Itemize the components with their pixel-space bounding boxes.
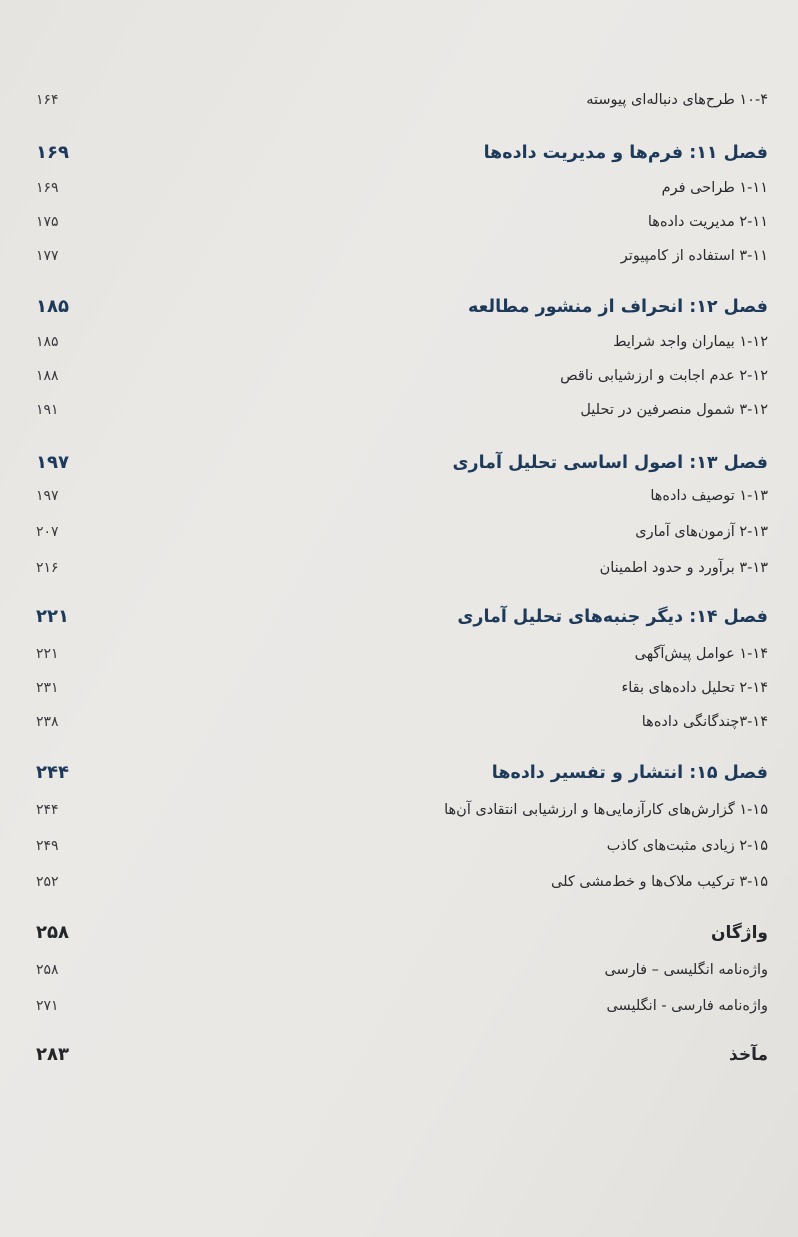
toc-page-number: ۱۸۵ — [36, 296, 69, 317]
toc-entry[interactable] — [36, 368, 768, 384]
toc-entry[interactable] — [36, 560, 768, 576]
toc-page-number: ۲۵۸ — [36, 922, 69, 943]
toc-entry-title: ۳-۱۴چندگانگی داده‌ها — [641, 714, 768, 730]
toc-entry-title: ۳-۱۵ ترکیب ملاک‌ها و خط‌مشی کلی — [551, 874, 768, 890]
toc-entry-title: ۱۰-۴ طرح‌های دنباله‌ای پیوسته — [586, 92, 768, 108]
toc-entry[interactable] — [36, 838, 768, 854]
toc-entry-title: ۲-۱۴ تحلیل داده‌های بقاء — [621, 680, 768, 696]
toc-chapter-heading[interactable] — [36, 142, 768, 163]
toc-page-number: ۲۲۱ — [36, 646, 59, 662]
toc-page-number: ۲۸۳ — [36, 1044, 69, 1065]
toc-page-number: ۲۵۲ — [36, 874, 59, 890]
toc-entry-title: واژه‌نامه فارسی - انگلیسی — [606, 998, 768, 1014]
toc-major-heading[interactable] — [36, 1044, 768, 1065]
toc-page-number: ۲۳۱ — [36, 680, 59, 696]
toc-major-heading[interactable] — [36, 922, 768, 943]
toc-page-number: ۲۵۸ — [36, 962, 59, 978]
toc-entry[interactable] — [36, 334, 768, 350]
toc-chapter-title: فصل ۱۱: فرم‌ها و مدیریت داده‌ها — [483, 142, 768, 163]
toc-chapter-title: فصل ۱۳: اصول اساسی تحلیل آماری — [452, 452, 768, 473]
toc-entry[interactable] — [36, 524, 768, 540]
toc-entry-title: ۱-۱۲ بیماران واجد شرایط — [613, 334, 768, 350]
toc-entry-title: ۲-۱۳ آزمون‌های آماری — [635, 524, 768, 540]
toc-major-title: واژگان — [711, 922, 768, 943]
toc-entry[interactable] — [36, 180, 768, 196]
toc-page-number: ۲۴۹ — [36, 838, 59, 854]
toc-entry-title: ۱-۱۴ عوامل پیش‌آگهی — [634, 646, 768, 662]
toc-page-number: ۱۹۷ — [36, 452, 69, 473]
toc-entry-title: ۲-۱۲ عدم اجابت و ارزشیابی ناقص — [560, 368, 768, 384]
toc-page-number: ۱۸۸ — [36, 368, 59, 384]
toc-page-number: ۱۹۱ — [36, 402, 59, 418]
toc-entry[interactable] — [36, 874, 768, 890]
toc-page-number: ۱۹۷ — [36, 488, 59, 504]
toc-page-number: ۱۶۴ — [36, 92, 59, 108]
toc-entry[interactable] — [36, 680, 768, 696]
toc-entry-title: ۲-۱۵ زیادی مثبت‌های کاذب — [606, 838, 768, 854]
toc-chapter-title: فصل ۱۵: انتشار و تفسیر داده‌ها — [491, 762, 768, 783]
toc-entry[interactable] — [36, 714, 768, 730]
toc-entry[interactable] — [36, 402, 768, 418]
toc-page-number: ۲۷۱ — [36, 998, 59, 1014]
toc-entry-title: ۱-۱۵ گزارش‌های کارآزمایی‌ها و ارزشیابی انتقادی آن‌ها — [444, 802, 768, 818]
toc-entry[interactable] — [36, 214, 768, 230]
toc-entry[interactable] — [36, 488, 768, 504]
toc-chapter-title: فصل ۱۲: انحراف از منشور مطالعه — [468, 296, 768, 317]
toc-page-number: ۲۱۶ — [36, 560, 59, 576]
toc-entry-title: ۱-۱۱ طراحی فرم — [661, 180, 768, 196]
toc-entry[interactable] — [36, 248, 768, 264]
toc-page-number: ۱۶۹ — [36, 142, 69, 163]
toc-entry-title: ۳-۱۱ استفاده از کامپیوتر — [620, 248, 768, 264]
toc-chapter-title: فصل ۱۴: دیگر جنبه‌های تحلیل آماری — [457, 606, 768, 627]
toc-page-number: ۲۲۱ — [36, 606, 69, 627]
toc-entry[interactable] — [36, 998, 768, 1014]
toc-entry-title: ۲-۱۱ مدیریت داده‌ها — [647, 214, 768, 230]
toc-chapter-heading[interactable] — [36, 452, 768, 473]
toc-entry-title: ۱-۱۳ توصیف داده‌ها — [650, 488, 768, 504]
toc-entry-title: ۳-۱۳ برآورد و حدود اطمینان — [599, 560, 768, 576]
toc-page-number: ۱۷۷ — [36, 248, 59, 264]
toc-entry-title: ۳-۱۲ شمول منصرفین در تحلیل — [580, 402, 768, 418]
toc-chapter-heading[interactable] — [36, 606, 768, 627]
toc-major-title: مآخذ — [729, 1044, 768, 1065]
toc-entry[interactable] — [36, 962, 768, 978]
toc-page-number: ۲۴۴ — [36, 802, 59, 818]
toc-page-number: ۱۷۵ — [36, 214, 59, 230]
toc-entry[interactable] — [36, 802, 768, 818]
toc-chapter-heading[interactable] — [36, 762, 768, 783]
toc-page-number: ۲۰۷ — [36, 524, 59, 540]
toc-entry[interactable] — [36, 646, 768, 662]
toc-page-number: ۲۴۴ — [36, 762, 69, 783]
toc-chapter-heading[interactable] — [36, 296, 768, 317]
toc-page-number: ۱۸۵ — [36, 334, 59, 350]
toc-page-number: ۲۳۸ — [36, 714, 59, 730]
toc-entry[interactable] — [36, 92, 768, 108]
toc-entry-title: واژه‌نامه انگلیسی – فارسی — [604, 962, 768, 978]
toc-page-number: ۱۶۹ — [36, 180, 59, 196]
